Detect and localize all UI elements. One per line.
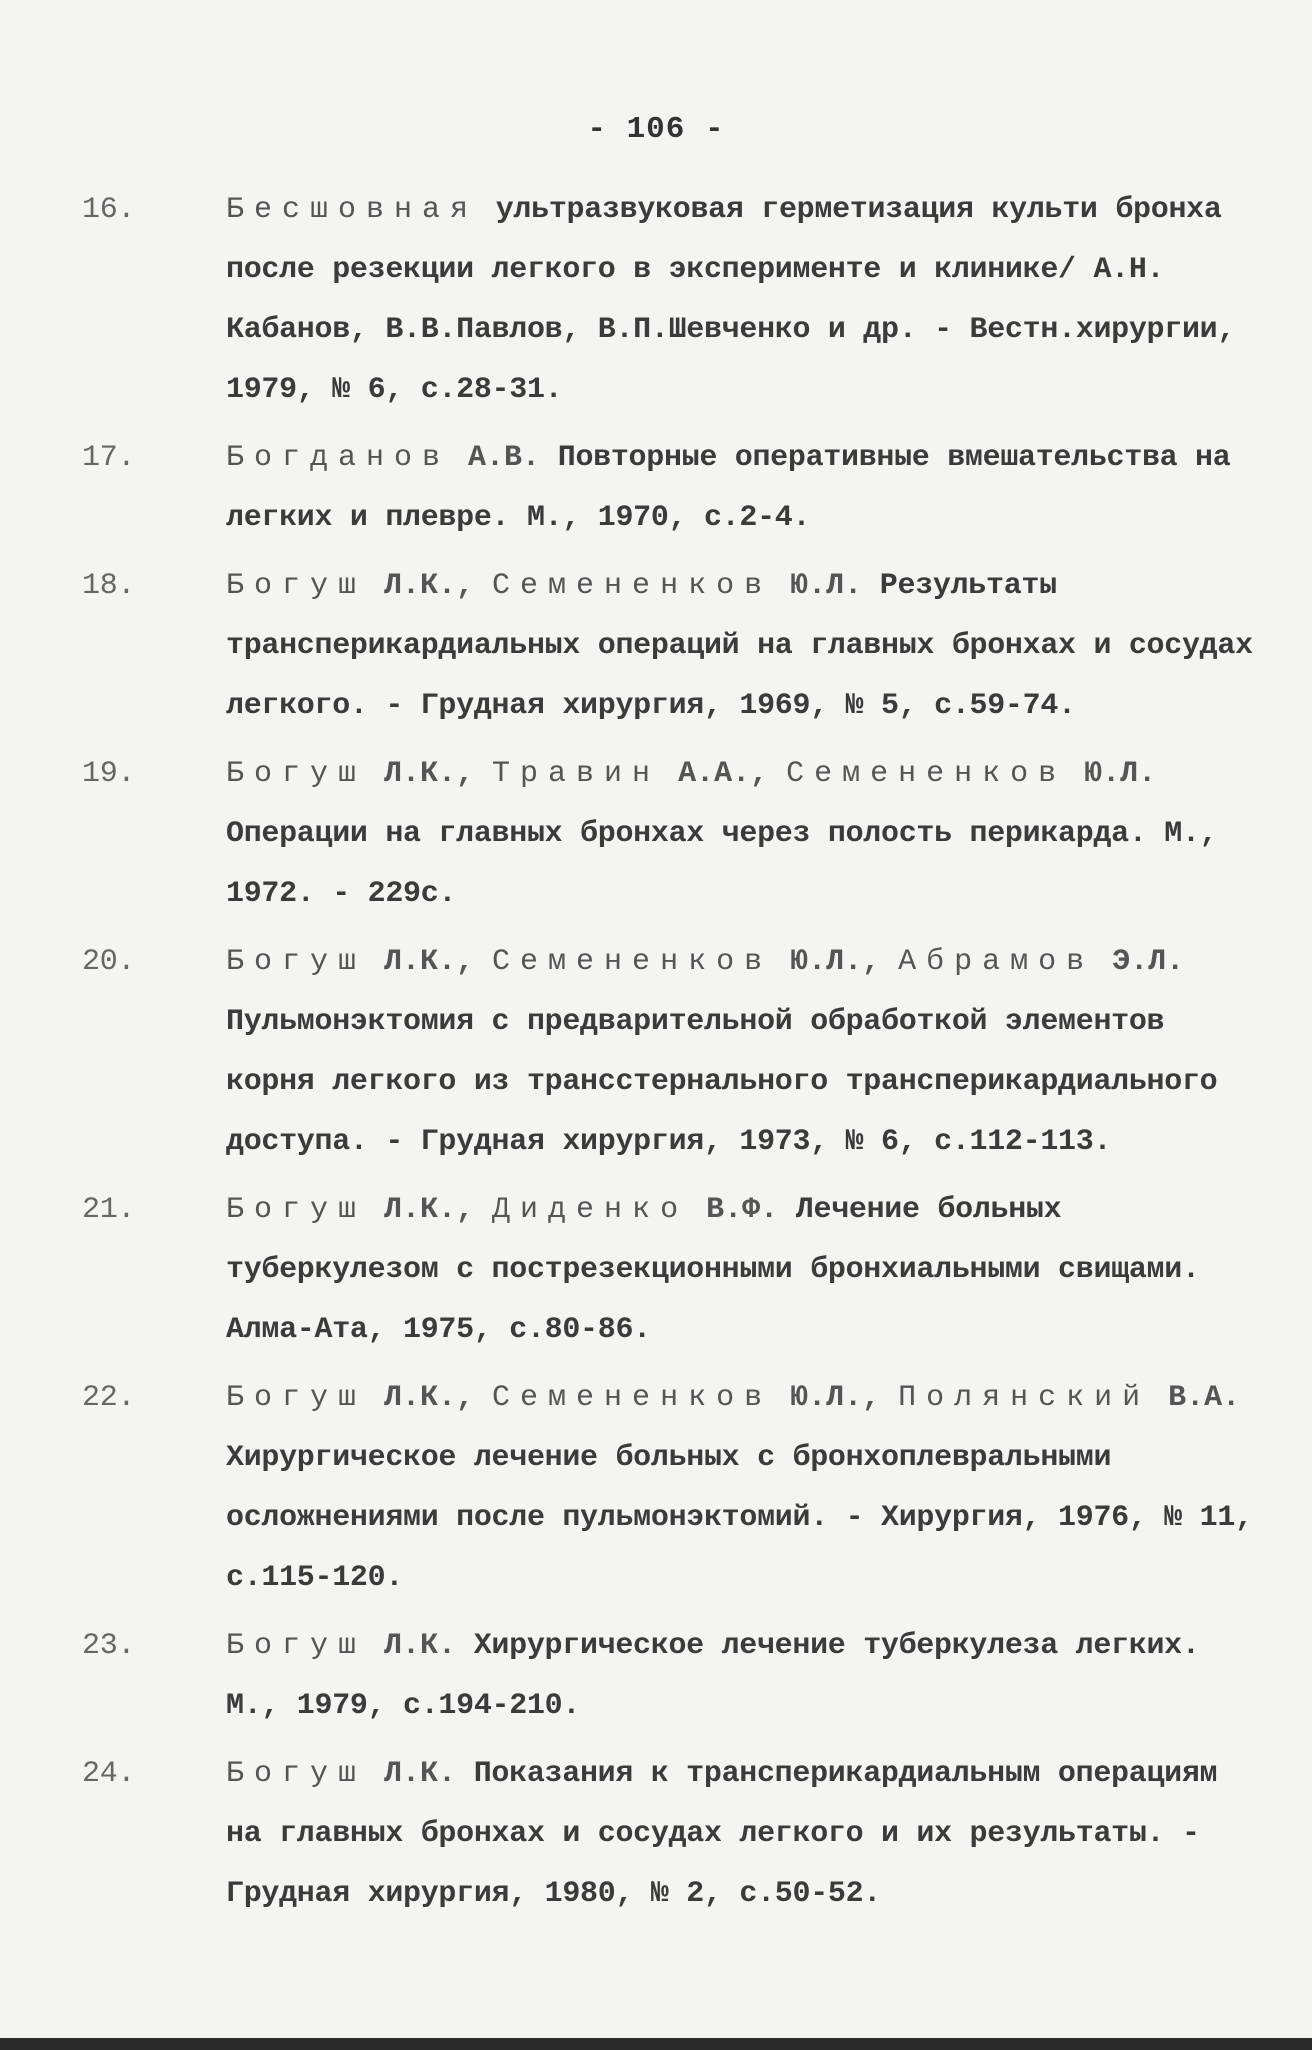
entry-text: ультразвуковая герметизация культи бронха после резекции легкого в эксперименте и клинике/ А.Н. Кабанов, В.В.Павлов, В.П.Шевченко и др. - Вестн.хирургии, 1979, № 6, с.28-31.	[226, 193, 1236, 407]
entry-author: Семененков	[492, 1381, 773, 1415]
scan-edge	[0, 2038, 1312, 2050]
entry-text: Результаты трансперикардиальных операций на главных бронхах и сосудах легкого. - Грудная хирургия, 1969, № 5, с.59-74.	[226, 569, 1253, 723]
entry-author: Богуш	[226, 1629, 367, 1663]
entry-initials: Л.К.	[366, 1757, 457, 1791]
entry-author: Богуш	[226, 1757, 367, 1791]
entry-initials: Л.К.	[366, 1629, 457, 1663]
entry-initials: Л.К.,	[366, 945, 493, 979]
entry-author: Бесшовная	[226, 193, 479, 227]
entry-initials: Ю.Л.,	[772, 945, 899, 979]
entry-author: Богуш	[226, 569, 367, 603]
entry-text: Хирургическое лечение больных с бронхоплевральными осложнениями после пульмонэктомий. - Хирургия, 1976, № 11, с.115-120.	[226, 1441, 1253, 1595]
entry-author: Богуш	[226, 945, 367, 979]
bibliography-entry	[82, 744, 1262, 924]
bibliography-entry	[82, 556, 1262, 736]
entry-text: Лечение больных туберкулезом с пострезекционными бронхиальными свищами. Алма-Ата, 1975, с.80-86.	[226, 1193, 1200, 1347]
entry-initials: Л.К.,	[366, 1381, 493, 1415]
entry-initials: Ю.Л.,	[772, 1381, 899, 1415]
entry-author: Семененков	[492, 569, 773, 603]
entry-text: Показания к трансперикардиальным операциям на главных бронхах и сосудах легкого и их результаты. - Грудная хирургия, 1980, № 2, с.50-52.	[226, 1757, 1218, 1911]
entry-author: Полянский	[898, 1381, 1151, 1415]
entry-author: Богданов	[226, 441, 451, 475]
entry-initials: А.А.,	[660, 757, 787, 791]
entry-initials: Л.К.,	[366, 757, 493, 791]
entry-text: Повторные оперативные вмешательства на легких и плевре. М., 1970, с.2-4.	[226, 441, 1231, 535]
entry-author: Семененков	[786, 757, 1067, 791]
entry-author: Диденко	[492, 1193, 689, 1227]
bibliography-entry	[82, 1616, 1262, 1736]
entry-number: 19.	[82, 757, 136, 791]
entry-initials: Ю.Л.	[772, 569, 863, 603]
entry-initials: А.В.	[450, 441, 541, 475]
bibliography-entry	[82, 1368, 1262, 1608]
entry-number: 18.	[82, 569, 136, 603]
entry-number: 24.	[82, 1757, 136, 1791]
bibliography-entry	[82, 428, 1262, 548]
entry-author: Семененков	[492, 945, 773, 979]
entry-number: 22.	[82, 1381, 136, 1415]
page-number: - 106 -	[587, 112, 725, 147]
entry-initials: В.А.	[1150, 1381, 1241, 1415]
entry-author: Богуш	[226, 1381, 367, 1415]
entry-author: Богуш	[226, 1193, 367, 1227]
bibliography-entry	[82, 1180, 1262, 1360]
entry-initials: Ю.Л.	[1066, 757, 1157, 791]
entry-author: Богуш	[226, 757, 367, 791]
entry-number: 20.	[82, 945, 136, 979]
entry-initials: Э.Л.	[1094, 945, 1185, 979]
entry-number: 21.	[82, 1193, 136, 1227]
entry-number: 16.	[82, 193, 136, 227]
entry-author: Травин	[492, 757, 661, 791]
bibliography-list	[82, 180, 1262, 1932]
entry-number: 17.	[82, 441, 136, 475]
entry-initials: Л.К.,	[366, 569, 493, 603]
entry-text: Операции на главных бронхах через полость перикарда. М., 1972. - 229с.	[226, 817, 1218, 911]
bibliography-entry	[82, 1744, 1262, 1924]
entry-author: Абрамов	[898, 945, 1095, 979]
bibliography-entry	[82, 180, 1262, 420]
bibliography-entry	[82, 932, 1262, 1172]
entry-number: 23.	[82, 1629, 136, 1663]
entry-initials: В.Ф.	[688, 1193, 779, 1227]
entry-text: Хирургическое лечение туберкулеза легких. М., 1979, с.194-210.	[226, 1629, 1200, 1723]
entry-initials: Л.К.,	[366, 1193, 493, 1227]
entry-text: Пульмонэктомия с предварительной обработкой элементов корня легкого из трансстернального трансперикардиального доступа. - Грудная хирургия, 1973, № 6, с.112-113.	[226, 1005, 1218, 1159]
